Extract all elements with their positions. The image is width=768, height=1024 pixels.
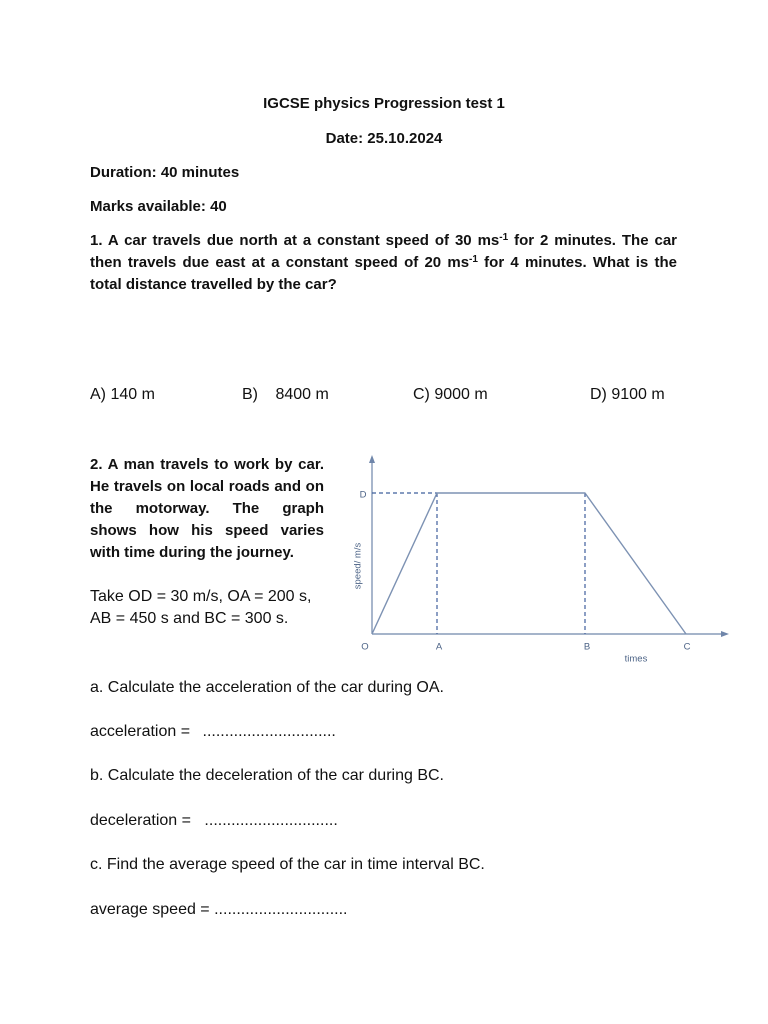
part-b-question: b. Calculate the deceleration of the car during BC. <box>90 767 444 784</box>
question-2-prompt-line: He travels on local roads and on <box>90 478 324 495</box>
point-label-c: C <box>683 641 691 653</box>
part-c-answer-line <box>90 901 347 919</box>
answer-blank: .............................. <box>204 812 338 829</box>
y-axis-label: speed/ m/s <box>352 542 364 590</box>
question-2-prompt-line: shows how his speed varies <box>90 522 324 539</box>
test-title: IGCSE physics Progression test 1 <box>263 95 505 112</box>
given-values-line: Take OD = 30 m/s, OA = 200 s, <box>90 588 312 605</box>
test-date: Date: 25.10.2024 <box>325 130 443 147</box>
speed-time-graph <box>340 450 740 670</box>
y-axis-arrow <box>369 455 375 463</box>
question-1-line-3: total distance travelled by the car? <box>90 276 337 293</box>
speed-time-line <box>372 493 686 634</box>
option-b <box>242 386 329 404</box>
option-text: 9100 m <box>611 386 665 403</box>
option-c <box>413 386 488 404</box>
part-a-question: a. Calculate the acceleration of the car during OA. <box>90 679 444 696</box>
option-label: C) <box>413 386 430 403</box>
part-b-answer-line <box>90 812 338 830</box>
question-2-prompt-line: 2. A man travels to work by car. <box>90 456 324 473</box>
answer-blank: .............................. <box>214 901 348 918</box>
x-axis-label: times <box>624 653 648 665</box>
point-label-b: B <box>583 641 591 653</box>
option-label: A) <box>90 386 106 403</box>
part-c-question: c. Find the average speed of the car in time interval BC. <box>90 856 485 873</box>
question-1-text: then travels due east at a constant speed of 20 ms <box>90 254 470 271</box>
question-1-line-2 <box>90 254 677 274</box>
answer-blank: .............................. <box>202 723 336 740</box>
point-label-o: O <box>361 641 369 653</box>
option-text: 140 m <box>110 386 155 403</box>
question-2-prompt-line: the motorway. The graph <box>90 500 324 517</box>
test-duration: Duration: 40 minutes <box>90 164 240 181</box>
point-label-a: A <box>435 641 443 653</box>
option-text: 8400 m <box>275 386 329 403</box>
unit-exponent: -1 <box>499 232 509 243</box>
marks-available: Marks available: 40 <box>90 198 227 215</box>
unit-exponent: -1 <box>469 254 478 265</box>
question-1-text: for 4 minutes. What is the <box>477 254 677 271</box>
option-a <box>90 386 155 404</box>
question-1-text: for 2 minutes. The car <box>508 232 677 249</box>
answer-label: average speed = <box>90 901 210 918</box>
question-1-line-1 <box>90 232 677 252</box>
given-values-line: AB = 450 s and BC = 300 s. <box>90 610 289 627</box>
question-2-prompt-line: with time during the journey. <box>90 544 294 561</box>
part-a-answer-line <box>90 723 336 741</box>
answer-label: deceleration = <box>90 812 191 829</box>
question-1-text: 1. A car travels due north at a constant speed of 30 ms <box>90 232 500 249</box>
option-d <box>590 386 665 404</box>
option-text: 9000 m <box>434 386 488 403</box>
option-label: B) <box>242 386 258 403</box>
option-label: D) <box>590 386 607 403</box>
point-label-d: D <box>359 489 367 501</box>
answer-label: acceleration = <box>90 723 191 740</box>
x-axis-arrow <box>721 631 729 637</box>
